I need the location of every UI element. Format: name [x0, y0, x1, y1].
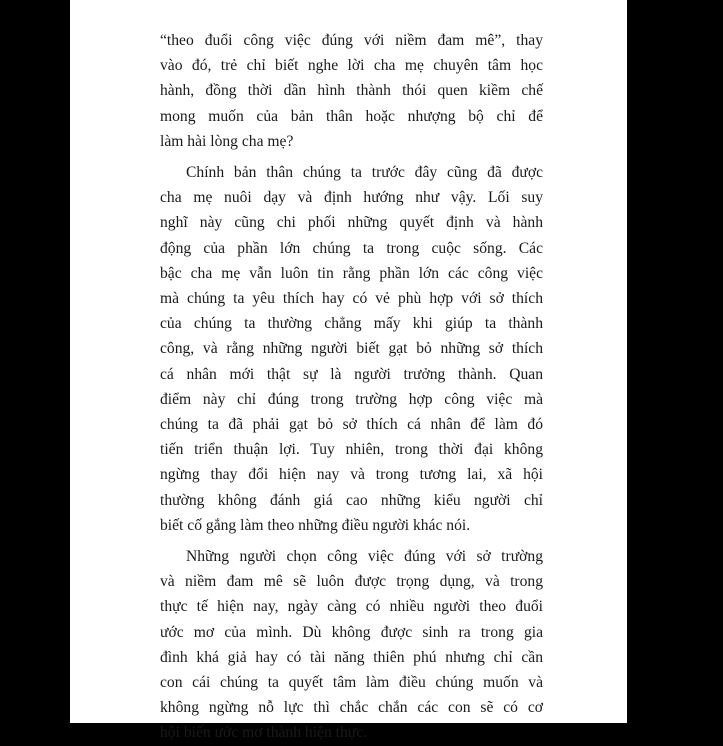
text-line: thực tế hiện nay, ngày càng có nhiều người theo đuổi	[160, 598, 543, 616]
text-line: biết cố gắng làm theo những điều người khác nói.	[160, 516, 471, 534]
text-line: Chính bản thân chúng ta trước đây cũng đã được	[186, 164, 543, 182]
text-line: làm hài lòng cha mẹ?	[160, 132, 294, 150]
text-line: tiến triển thuận lợi. Tuy nhiên, trong thời đại không	[160, 441, 543, 459]
text-line: cá nhân mới thật sự là người trưởng thành. Quan	[160, 365, 543, 383]
paragraph-1	[160, 28, 543, 154]
text-line: nghĩ này cũng chi phối những quyết định và hành	[160, 214, 543, 232]
text-line: thường không đánh giá cao những kiểu người chỉ	[160, 491, 543, 509]
text-line: mà chúng ta yêu thích hay có vẻ phù hợp với sở thích	[160, 290, 543, 308]
text-line: hành, đồng thời dần hình thành thói quen kiềm chế	[160, 82, 543, 100]
text-line: vào đó, trẻ chỉ biết nghe lời cha mẹ chuyên tâm học	[160, 57, 543, 75]
paragraph-2	[160, 160, 543, 538]
text-line: động của phần lớn chúng ta trong cuộc sống. Các	[160, 239, 543, 257]
text-line: của chúng ta thường chẳng mấy khi giúp ta thành	[160, 315, 543, 333]
text-line: chúng ta đã phải gạt bỏ sở thích cá nhân để làm đó	[160, 416, 543, 434]
page-text	[160, 28, 543, 746]
text-line: và niềm đam mê sẽ luôn được trọng dụng, và trong	[160, 573, 543, 591]
text-line: bậc cha mẹ vẫn luôn tin rằng phần lớn các công việc	[160, 264, 543, 282]
paragraph-3	[160, 544, 543, 746]
book-page	[70, 0, 627, 742]
text-line: điểm này chỉ đúng trong trường hợp công việc mà	[160, 390, 543, 408]
text-line: hội biến ước mơ thành hiện thực.	[160, 724, 368, 742]
text-line: cha mẹ nuôi dạy và định hướng như vậy. Lối suy	[160, 189, 543, 207]
text-line: Những người chọn công việc đúng với sở trường	[186, 548, 543, 566]
text-line: không ngừng nỗ lực thì chắc chắn các con sẽ có cơ	[160, 699, 543, 717]
text-line: mong muốn của bản thân hoặc nhượng bộ chỉ để	[160, 107, 543, 125]
text-line: ước mơ của mình. Dù không được sinh ra trong gia	[160, 623, 543, 641]
text-line: con cái chúng ta quyết tâm làm điều chúng muốn và	[160, 674, 543, 692]
text-line: ngừng thay đổi hiện nay và trong tương lai, xã hội	[160, 466, 543, 484]
text-line: đình khá giả hay có tài năng thiên phú nhưng chỉ cần	[160, 648, 543, 666]
text-line: công, và rằng những người biết gạt bỏ những sở thích	[160, 340, 543, 358]
text-line: “theo đuổi công việc đúng với niềm đam mê”, thay	[160, 32, 543, 49]
